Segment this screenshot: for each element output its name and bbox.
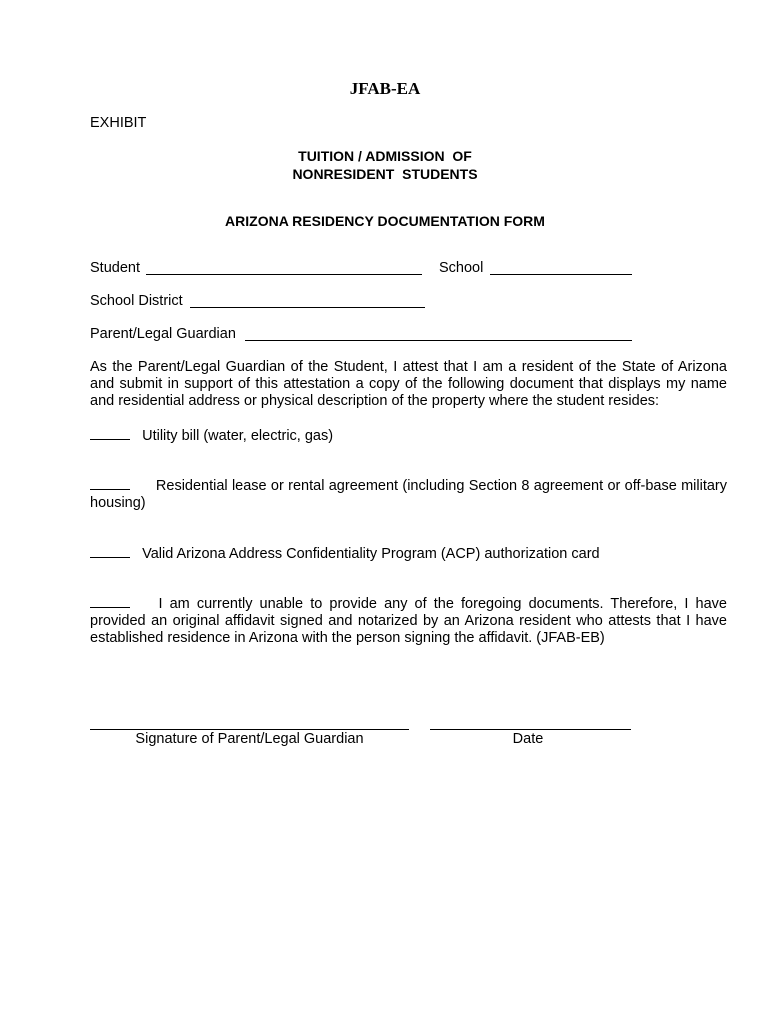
option-text: Valid Arizona Address Confidentiality Program (ACP) authorization card (142, 546, 600, 562)
school-label: School (439, 260, 484, 276)
form-title: ARIZONA RESIDENCY DOCUMENTATION FORM (225, 213, 545, 229)
student-label: Student (90, 260, 140, 276)
school-district-field[interactable] (190, 307, 425, 308)
policy-heading-line-2: NONRESIDENT STUDENTS (292, 166, 478, 182)
parent-guardian-field[interactable] (245, 340, 632, 341)
option-text: Residential lease or rental agreement (including Section 8 agreement or off-base military housing) (90, 478, 728, 511)
parent-guardian-label: Parent/Legal Guardian (90, 326, 236, 342)
checkbox-blank-affidavit[interactable] (90, 595, 130, 608)
signature-line[interactable] (90, 729, 409, 730)
checkbox-blank-utility-bill[interactable] (90, 427, 130, 440)
student-field[interactable] (146, 274, 422, 275)
checkbox-blank-acp-card[interactable] (90, 545, 130, 558)
policy-heading-line-1: TUITION / ADMISSION OF (298, 148, 472, 164)
attestation-paragraph: As the Parent/Legal Guardian of the Student, I attest that I am a resident of the State of Arizona and submit in support of this attestation a copy of the following document that displays my name and residential address or physical description of the property where the student resides: (90, 359, 727, 409)
school-district-label: School District (90, 293, 183, 309)
date-line[interactable] (430, 729, 631, 730)
exhibit-label: EXHIBIT (90, 115, 147, 131)
date-caption: Date (512, 731, 544, 747)
checkbox-blank-residential-lease[interactable] (90, 477, 130, 490)
option-utility-bill (90, 427, 727, 445)
option-acp-card (90, 545, 727, 563)
option-text: I am currently unable to provide any of the foregoing documents. Therefore, I have provided an original affidavit signed and notarized by an Arizona resident who attests that I have established residence in Arizona with the person signing the affidavit. (JFAB-EB) (90, 596, 727, 646)
option-affidavit (90, 595, 727, 647)
option-text: Utility bill (water, electric, gas) (142, 428, 334, 444)
school-field[interactable] (490, 274, 632, 275)
option-residential-lease (90, 477, 727, 512)
signature-caption: Signature of Parent/Legal Guardian (135, 731, 364, 747)
document-code: JFAB-EA (349, 79, 421, 98)
